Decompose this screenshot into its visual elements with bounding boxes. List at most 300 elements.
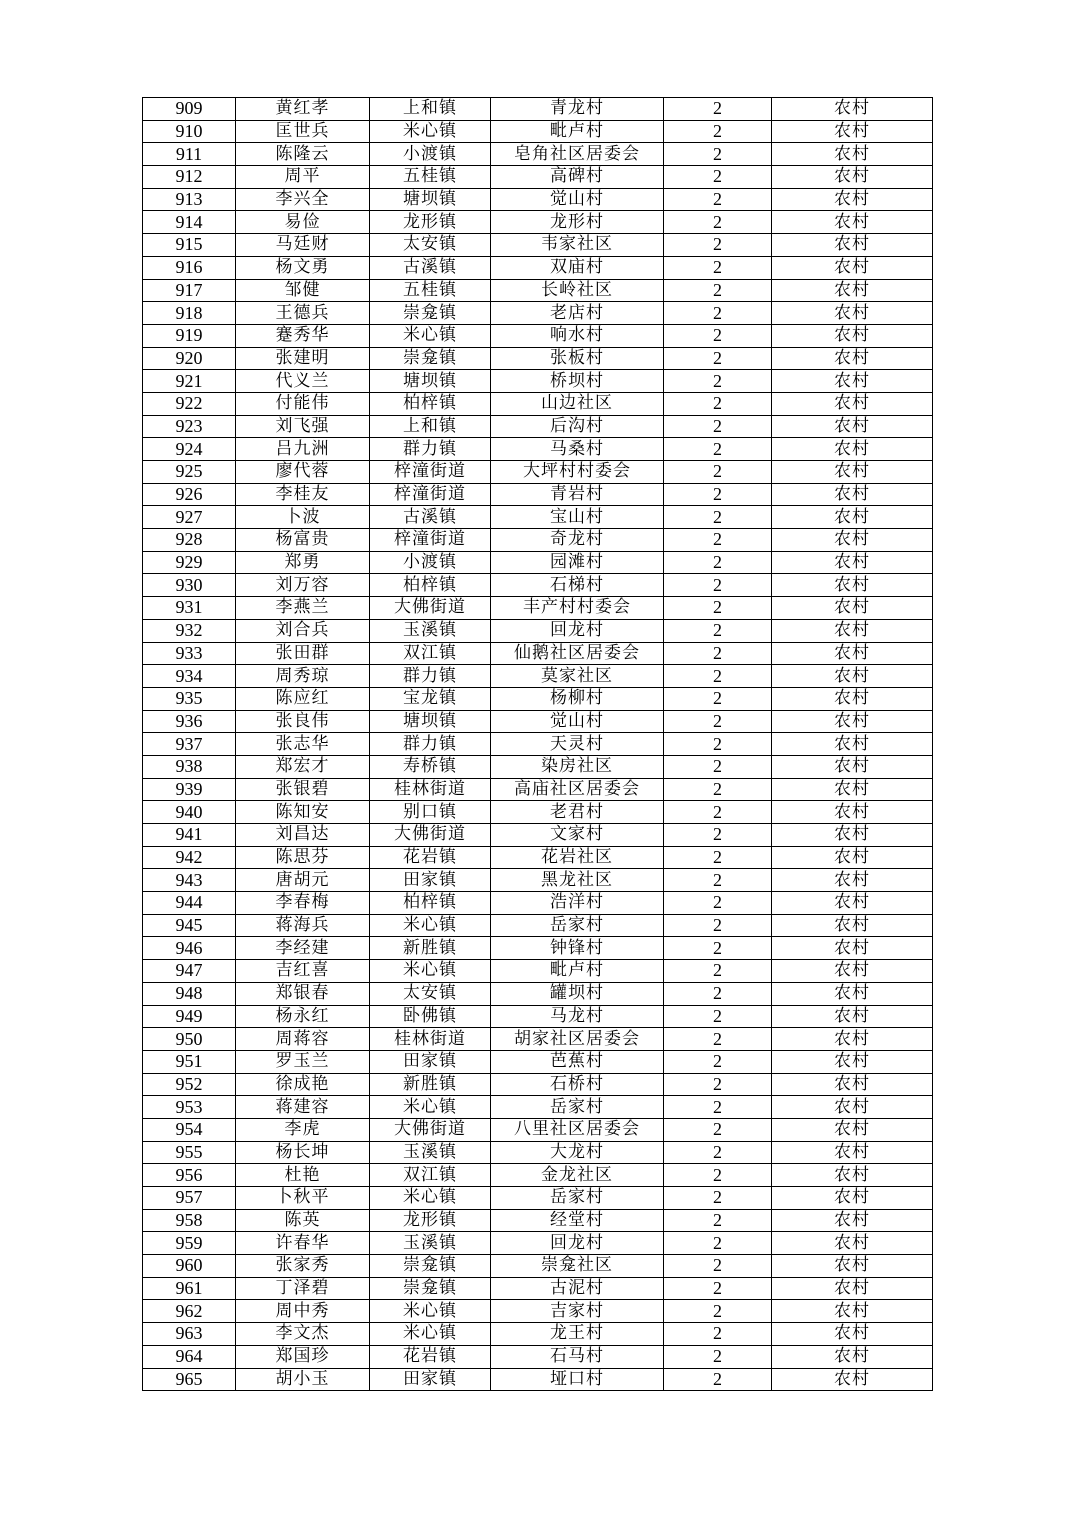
category-cell: 农村 xyxy=(772,1368,933,1391)
table-row xyxy=(143,506,933,529)
village-cell: 金龙社区 xyxy=(491,1164,664,1187)
town-cell: 柏梓镇 xyxy=(370,392,491,415)
village-cell: 染房社区 xyxy=(491,755,664,778)
count-cell: 2 xyxy=(664,914,772,937)
town-cell: 崇龛镇 xyxy=(370,347,491,370)
row-number-cell: 930 xyxy=(143,574,236,597)
category-cell: 农村 xyxy=(772,1050,933,1073)
village-cell: 大坪村村委会 xyxy=(491,461,664,484)
name-cell: 陈知安 xyxy=(236,801,370,824)
category-cell: 农村 xyxy=(772,937,933,960)
name-cell: 匡世兵 xyxy=(236,120,370,143)
table-row xyxy=(143,914,933,937)
table-row xyxy=(143,1187,933,1210)
name-cell: 郑银春 xyxy=(236,982,370,1005)
village-cell: 杨柳村 xyxy=(491,687,664,710)
town-cell: 米心镇 xyxy=(370,120,491,143)
village-cell: 马龙村 xyxy=(491,1005,664,1028)
table-row xyxy=(143,279,933,302)
count-cell: 2 xyxy=(664,982,772,1005)
table-row xyxy=(143,1096,933,1119)
count-cell: 2 xyxy=(664,302,772,325)
table-row xyxy=(143,1232,933,1255)
town-cell: 新胜镇 xyxy=(370,937,491,960)
category-cell: 农村 xyxy=(772,1118,933,1141)
town-cell: 米心镇 xyxy=(370,960,491,983)
table-row xyxy=(143,234,933,257)
village-cell: 双庙村 xyxy=(491,256,664,279)
count-cell: 2 xyxy=(664,619,772,642)
row-number-cell: 961 xyxy=(143,1277,236,1300)
name-cell: 李春梅 xyxy=(236,892,370,915)
category-cell: 农村 xyxy=(772,1255,933,1278)
row-number-cell: 920 xyxy=(143,347,236,370)
category-cell: 农村 xyxy=(772,506,933,529)
row-number-cell: 922 xyxy=(143,392,236,415)
name-cell: 代义兰 xyxy=(236,370,370,393)
town-cell: 大佛街道 xyxy=(370,824,491,847)
name-cell: 廖代蓉 xyxy=(236,461,370,484)
village-cell: 石梯村 xyxy=(491,574,664,597)
table-row xyxy=(143,1345,933,1368)
name-cell: 丁泽碧 xyxy=(236,1277,370,1300)
count-cell: 2 xyxy=(664,824,772,847)
category-cell: 农村 xyxy=(772,574,933,597)
village-cell: 皂角社区居委会 xyxy=(491,143,664,166)
village-cell: 老店村 xyxy=(491,302,664,325)
town-cell: 群力镇 xyxy=(370,733,491,756)
count-cell: 2 xyxy=(664,846,772,869)
row-number-cell: 923 xyxy=(143,415,236,438)
category-cell: 农村 xyxy=(772,1141,933,1164)
name-cell: 蒋建容 xyxy=(236,1096,370,1119)
table-row xyxy=(143,1050,933,1073)
name-cell: 蹇秀华 xyxy=(236,324,370,347)
category-cell: 农村 xyxy=(772,1345,933,1368)
category-cell: 农村 xyxy=(772,1028,933,1051)
village-cell: 回龙村 xyxy=(491,619,664,642)
row-number-cell: 926 xyxy=(143,483,236,506)
count-cell: 2 xyxy=(664,188,772,211)
count-cell: 2 xyxy=(664,733,772,756)
table-row xyxy=(143,461,933,484)
name-cell: 刘飞强 xyxy=(236,415,370,438)
town-cell: 龙形镇 xyxy=(370,1209,491,1232)
row-number-cell: 936 xyxy=(143,710,236,733)
name-cell: 徐成艳 xyxy=(236,1073,370,1096)
village-cell: 吉家村 xyxy=(491,1300,664,1323)
count-cell: 2 xyxy=(664,1005,772,1028)
village-cell: 石桥村 xyxy=(491,1073,664,1096)
town-cell: 双江镇 xyxy=(370,642,491,665)
village-cell: 莫家社区 xyxy=(491,665,664,688)
table-row xyxy=(143,755,933,778)
village-cell: 大龙村 xyxy=(491,1141,664,1164)
name-cell: 唐胡元 xyxy=(236,869,370,892)
village-cell: 罐坝村 xyxy=(491,982,664,1005)
town-cell: 崇龛镇 xyxy=(370,302,491,325)
row-number-cell: 914 xyxy=(143,211,236,234)
count-cell: 2 xyxy=(664,120,772,143)
town-cell: 上和镇 xyxy=(370,415,491,438)
name-cell: 陈英 xyxy=(236,1209,370,1232)
name-cell: 杜艳 xyxy=(236,1164,370,1187)
table-row xyxy=(143,392,933,415)
table-row xyxy=(143,1300,933,1323)
town-cell: 花岩镇 xyxy=(370,846,491,869)
town-cell: 玉溪镇 xyxy=(370,619,491,642)
name-cell: 李燕兰 xyxy=(236,597,370,620)
category-cell: 农村 xyxy=(772,529,933,552)
count-cell: 2 xyxy=(664,710,772,733)
category-cell: 农村 xyxy=(772,869,933,892)
village-cell: 胡家社区居委会 xyxy=(491,1028,664,1051)
table-row xyxy=(143,1164,933,1187)
count-cell: 2 xyxy=(664,1232,772,1255)
row-number-cell: 965 xyxy=(143,1368,236,1391)
row-number-cell: 949 xyxy=(143,1005,236,1028)
name-cell: 周蒋容 xyxy=(236,1028,370,1051)
town-cell: 五桂镇 xyxy=(370,166,491,189)
village-cell: 长岭社区 xyxy=(491,279,664,302)
count-cell: 2 xyxy=(664,1187,772,1210)
name-cell: 李经建 xyxy=(236,937,370,960)
town-cell: 田家镇 xyxy=(370,1368,491,1391)
village-cell: 高碑村 xyxy=(491,166,664,189)
table-row xyxy=(143,483,933,506)
table-row xyxy=(143,869,933,892)
category-cell: 农村 xyxy=(772,302,933,325)
name-cell: 卜波 xyxy=(236,506,370,529)
category-cell: 农村 xyxy=(772,347,933,370)
village-cell: 龙王村 xyxy=(491,1323,664,1346)
category-cell: 农村 xyxy=(772,1323,933,1346)
row-number-cell: 915 xyxy=(143,234,236,257)
table-row xyxy=(143,574,933,597)
village-cell: 毗卢村 xyxy=(491,120,664,143)
table-row xyxy=(143,438,933,461)
table-row xyxy=(143,256,933,279)
town-cell: 米心镇 xyxy=(370,1096,491,1119)
count-cell: 2 xyxy=(664,1073,772,1096)
count-cell: 2 xyxy=(664,347,772,370)
row-number-cell: 940 xyxy=(143,801,236,824)
table-row xyxy=(143,143,933,166)
category-cell: 农村 xyxy=(772,1277,933,1300)
town-cell: 双江镇 xyxy=(370,1164,491,1187)
row-number-cell: 927 xyxy=(143,506,236,529)
table-row xyxy=(143,710,933,733)
count-cell: 2 xyxy=(664,665,772,688)
town-cell: 五桂镇 xyxy=(370,279,491,302)
category-cell: 农村 xyxy=(772,778,933,801)
row-number-cell: 941 xyxy=(143,824,236,847)
name-cell: 罗玉兰 xyxy=(236,1050,370,1073)
category-cell: 农村 xyxy=(772,642,933,665)
count-cell: 2 xyxy=(664,937,772,960)
village-cell: 石马村 xyxy=(491,1345,664,1368)
category-cell: 农村 xyxy=(772,483,933,506)
village-cell: 八里社区居委会 xyxy=(491,1118,664,1141)
name-cell: 郑国珍 xyxy=(236,1345,370,1368)
count-cell: 2 xyxy=(664,279,772,302)
category-cell: 农村 xyxy=(772,733,933,756)
row-number-cell: 954 xyxy=(143,1118,236,1141)
town-cell: 小渡镇 xyxy=(370,551,491,574)
row-number-cell: 934 xyxy=(143,665,236,688)
town-cell: 崇龛镇 xyxy=(370,1277,491,1300)
town-cell: 寿桥镇 xyxy=(370,755,491,778)
village-cell: 觉山村 xyxy=(491,710,664,733)
village-cell: 天灵村 xyxy=(491,733,664,756)
table-row xyxy=(143,1141,933,1164)
name-cell: 蒋海兵 xyxy=(236,914,370,937)
table-row xyxy=(143,98,933,121)
row-number-cell: 959 xyxy=(143,1232,236,1255)
count-cell: 2 xyxy=(664,1141,772,1164)
category-cell: 农村 xyxy=(772,166,933,189)
village-cell: 张板村 xyxy=(491,347,664,370)
count-cell: 2 xyxy=(664,1255,772,1278)
row-number-cell: 957 xyxy=(143,1187,236,1210)
village-cell: 黑龙社区 xyxy=(491,869,664,892)
category-cell: 农村 xyxy=(772,755,933,778)
name-cell: 吕九洲 xyxy=(236,438,370,461)
count-cell: 2 xyxy=(664,483,772,506)
category-cell: 农村 xyxy=(772,1209,933,1232)
row-number-cell: 928 xyxy=(143,529,236,552)
row-number-cell: 953 xyxy=(143,1096,236,1119)
row-number-cell: 919 xyxy=(143,324,236,347)
count-cell: 2 xyxy=(664,1050,772,1073)
category-cell: 农村 xyxy=(772,120,933,143)
row-number-cell: 909 xyxy=(143,98,236,121)
count-cell: 2 xyxy=(664,256,772,279)
count-cell: 2 xyxy=(664,392,772,415)
row-number-cell: 947 xyxy=(143,960,236,983)
name-cell: 李兴全 xyxy=(236,188,370,211)
town-cell: 塘坝镇 xyxy=(370,370,491,393)
town-cell: 崇龛镇 xyxy=(370,1255,491,1278)
row-number-cell: 932 xyxy=(143,619,236,642)
table-row xyxy=(143,960,933,983)
name-cell: 许春华 xyxy=(236,1232,370,1255)
category-cell: 农村 xyxy=(772,188,933,211)
category-cell: 农村 xyxy=(772,710,933,733)
town-cell: 桂林街道 xyxy=(370,1028,491,1051)
row-number-cell: 937 xyxy=(143,733,236,756)
town-cell: 龙形镇 xyxy=(370,211,491,234)
town-cell: 梓潼街道 xyxy=(370,483,491,506)
records-table-body xyxy=(143,98,933,1391)
count-cell: 2 xyxy=(664,960,772,983)
town-cell: 米心镇 xyxy=(370,324,491,347)
table-row xyxy=(143,166,933,189)
village-cell: 青龙村 xyxy=(491,98,664,121)
name-cell: 周平 xyxy=(236,166,370,189)
name-cell: 陈应红 xyxy=(236,687,370,710)
table-row xyxy=(143,370,933,393)
table-row xyxy=(143,1277,933,1300)
name-cell: 郑勇 xyxy=(236,551,370,574)
name-cell: 张志华 xyxy=(236,733,370,756)
count-cell: 2 xyxy=(664,438,772,461)
category-cell: 农村 xyxy=(772,438,933,461)
count-cell: 2 xyxy=(664,1096,772,1119)
category-cell: 农村 xyxy=(772,914,933,937)
town-cell: 柏梓镇 xyxy=(370,892,491,915)
name-cell: 陈思芬 xyxy=(236,846,370,869)
table-row xyxy=(143,302,933,325)
category-cell: 农村 xyxy=(772,687,933,710)
category-cell: 农村 xyxy=(772,370,933,393)
village-cell: 青岩村 xyxy=(491,483,664,506)
row-number-cell: 945 xyxy=(143,914,236,937)
count-cell: 2 xyxy=(664,801,772,824)
category-cell: 农村 xyxy=(772,143,933,166)
count-cell: 2 xyxy=(664,1209,772,1232)
town-cell: 群力镇 xyxy=(370,665,491,688)
category-cell: 农村 xyxy=(772,98,933,121)
count-cell: 2 xyxy=(664,415,772,438)
table-row xyxy=(143,1255,933,1278)
row-number-cell: 910 xyxy=(143,120,236,143)
row-number-cell: 951 xyxy=(143,1050,236,1073)
village-cell: 奇龙村 xyxy=(491,529,664,552)
table-row xyxy=(143,551,933,574)
village-cell: 丰产村村委会 xyxy=(491,597,664,620)
count-cell: 2 xyxy=(664,211,772,234)
village-cell: 岳家村 xyxy=(491,1187,664,1210)
count-cell: 2 xyxy=(664,234,772,257)
table-row xyxy=(143,1323,933,1346)
town-cell: 太安镇 xyxy=(370,234,491,257)
town-cell: 米心镇 xyxy=(370,1187,491,1210)
village-cell: 龙形村 xyxy=(491,211,664,234)
village-cell: 芭蕉村 xyxy=(491,1050,664,1073)
village-cell: 岳家村 xyxy=(491,914,664,937)
village-cell: 古泥村 xyxy=(491,1277,664,1300)
count-cell: 2 xyxy=(664,1164,772,1187)
row-number-cell: 913 xyxy=(143,188,236,211)
table-row xyxy=(143,347,933,370)
village-cell: 文家村 xyxy=(491,824,664,847)
name-cell: 周中秀 xyxy=(236,1300,370,1323)
category-cell: 农村 xyxy=(772,1164,933,1187)
name-cell: 李桂友 xyxy=(236,483,370,506)
table-row xyxy=(143,1209,933,1232)
count-cell: 2 xyxy=(664,778,772,801)
category-cell: 农村 xyxy=(772,211,933,234)
category-cell: 农村 xyxy=(772,1005,933,1028)
table-row xyxy=(143,937,933,960)
table-row xyxy=(143,687,933,710)
name-cell: 胡小玉 xyxy=(236,1368,370,1391)
town-cell: 宝龙镇 xyxy=(370,687,491,710)
table-row xyxy=(143,619,933,642)
town-cell: 梓潼街道 xyxy=(370,529,491,552)
row-number-cell: 929 xyxy=(143,551,236,574)
table-row xyxy=(143,120,933,143)
count-cell: 2 xyxy=(664,1277,772,1300)
village-cell: 马桑村 xyxy=(491,438,664,461)
count-cell: 2 xyxy=(664,551,772,574)
name-cell: 陈隆云 xyxy=(236,143,370,166)
row-number-cell: 944 xyxy=(143,892,236,915)
village-cell: 崇龛社区 xyxy=(491,1255,664,1278)
row-number-cell: 950 xyxy=(143,1028,236,1051)
village-cell: 高庙社区居委会 xyxy=(491,778,664,801)
town-cell: 柏梓镇 xyxy=(370,574,491,597)
name-cell: 吉红喜 xyxy=(236,960,370,983)
row-number-cell: 917 xyxy=(143,279,236,302)
table-row xyxy=(143,597,933,620)
name-cell: 马廷财 xyxy=(236,234,370,257)
table-row xyxy=(143,529,933,552)
table-row xyxy=(143,415,933,438)
count-cell: 2 xyxy=(664,1028,772,1051)
town-cell: 古溪镇 xyxy=(370,506,491,529)
name-cell: 周秀琼 xyxy=(236,665,370,688)
row-number-cell: 964 xyxy=(143,1345,236,1368)
village-cell: 浩洋村 xyxy=(491,892,664,915)
town-cell: 米心镇 xyxy=(370,914,491,937)
table-row xyxy=(143,324,933,347)
table-row xyxy=(143,801,933,824)
village-cell: 宝山村 xyxy=(491,506,664,529)
town-cell: 小渡镇 xyxy=(370,143,491,166)
row-number-cell: 938 xyxy=(143,755,236,778)
row-number-cell: 946 xyxy=(143,937,236,960)
row-number-cell: 911 xyxy=(143,143,236,166)
table-row xyxy=(143,1368,933,1391)
table-row xyxy=(143,733,933,756)
table-row xyxy=(143,665,933,688)
row-number-cell: 956 xyxy=(143,1164,236,1187)
row-number-cell: 924 xyxy=(143,438,236,461)
count-cell: 2 xyxy=(664,143,772,166)
village-cell: 垭口村 xyxy=(491,1368,664,1391)
town-cell: 别口镇 xyxy=(370,801,491,824)
category-cell: 农村 xyxy=(772,234,933,257)
name-cell: 刘万容 xyxy=(236,574,370,597)
count-cell: 2 xyxy=(664,869,772,892)
town-cell: 塘坝镇 xyxy=(370,710,491,733)
name-cell: 邹健 xyxy=(236,279,370,302)
village-cell: 响水村 xyxy=(491,324,664,347)
row-number-cell: 952 xyxy=(143,1073,236,1096)
village-cell: 觉山村 xyxy=(491,188,664,211)
count-cell: 2 xyxy=(664,324,772,347)
row-number-cell: 912 xyxy=(143,166,236,189)
table-row xyxy=(143,211,933,234)
name-cell: 张田群 xyxy=(236,642,370,665)
village-cell: 回龙村 xyxy=(491,1232,664,1255)
name-cell: 张建明 xyxy=(236,347,370,370)
town-cell: 古溪镇 xyxy=(370,256,491,279)
name-cell: 郑宏才 xyxy=(236,755,370,778)
category-cell: 农村 xyxy=(772,1300,933,1323)
count-cell: 2 xyxy=(664,98,772,121)
row-number-cell: 931 xyxy=(143,597,236,620)
name-cell: 杨富贵 xyxy=(236,529,370,552)
village-cell: 岳家村 xyxy=(491,1096,664,1119)
town-cell: 梓潼街道 xyxy=(370,461,491,484)
category-cell: 农村 xyxy=(772,1073,933,1096)
category-cell: 农村 xyxy=(772,324,933,347)
count-cell: 2 xyxy=(664,1118,772,1141)
town-cell: 新胜镇 xyxy=(370,1073,491,1096)
